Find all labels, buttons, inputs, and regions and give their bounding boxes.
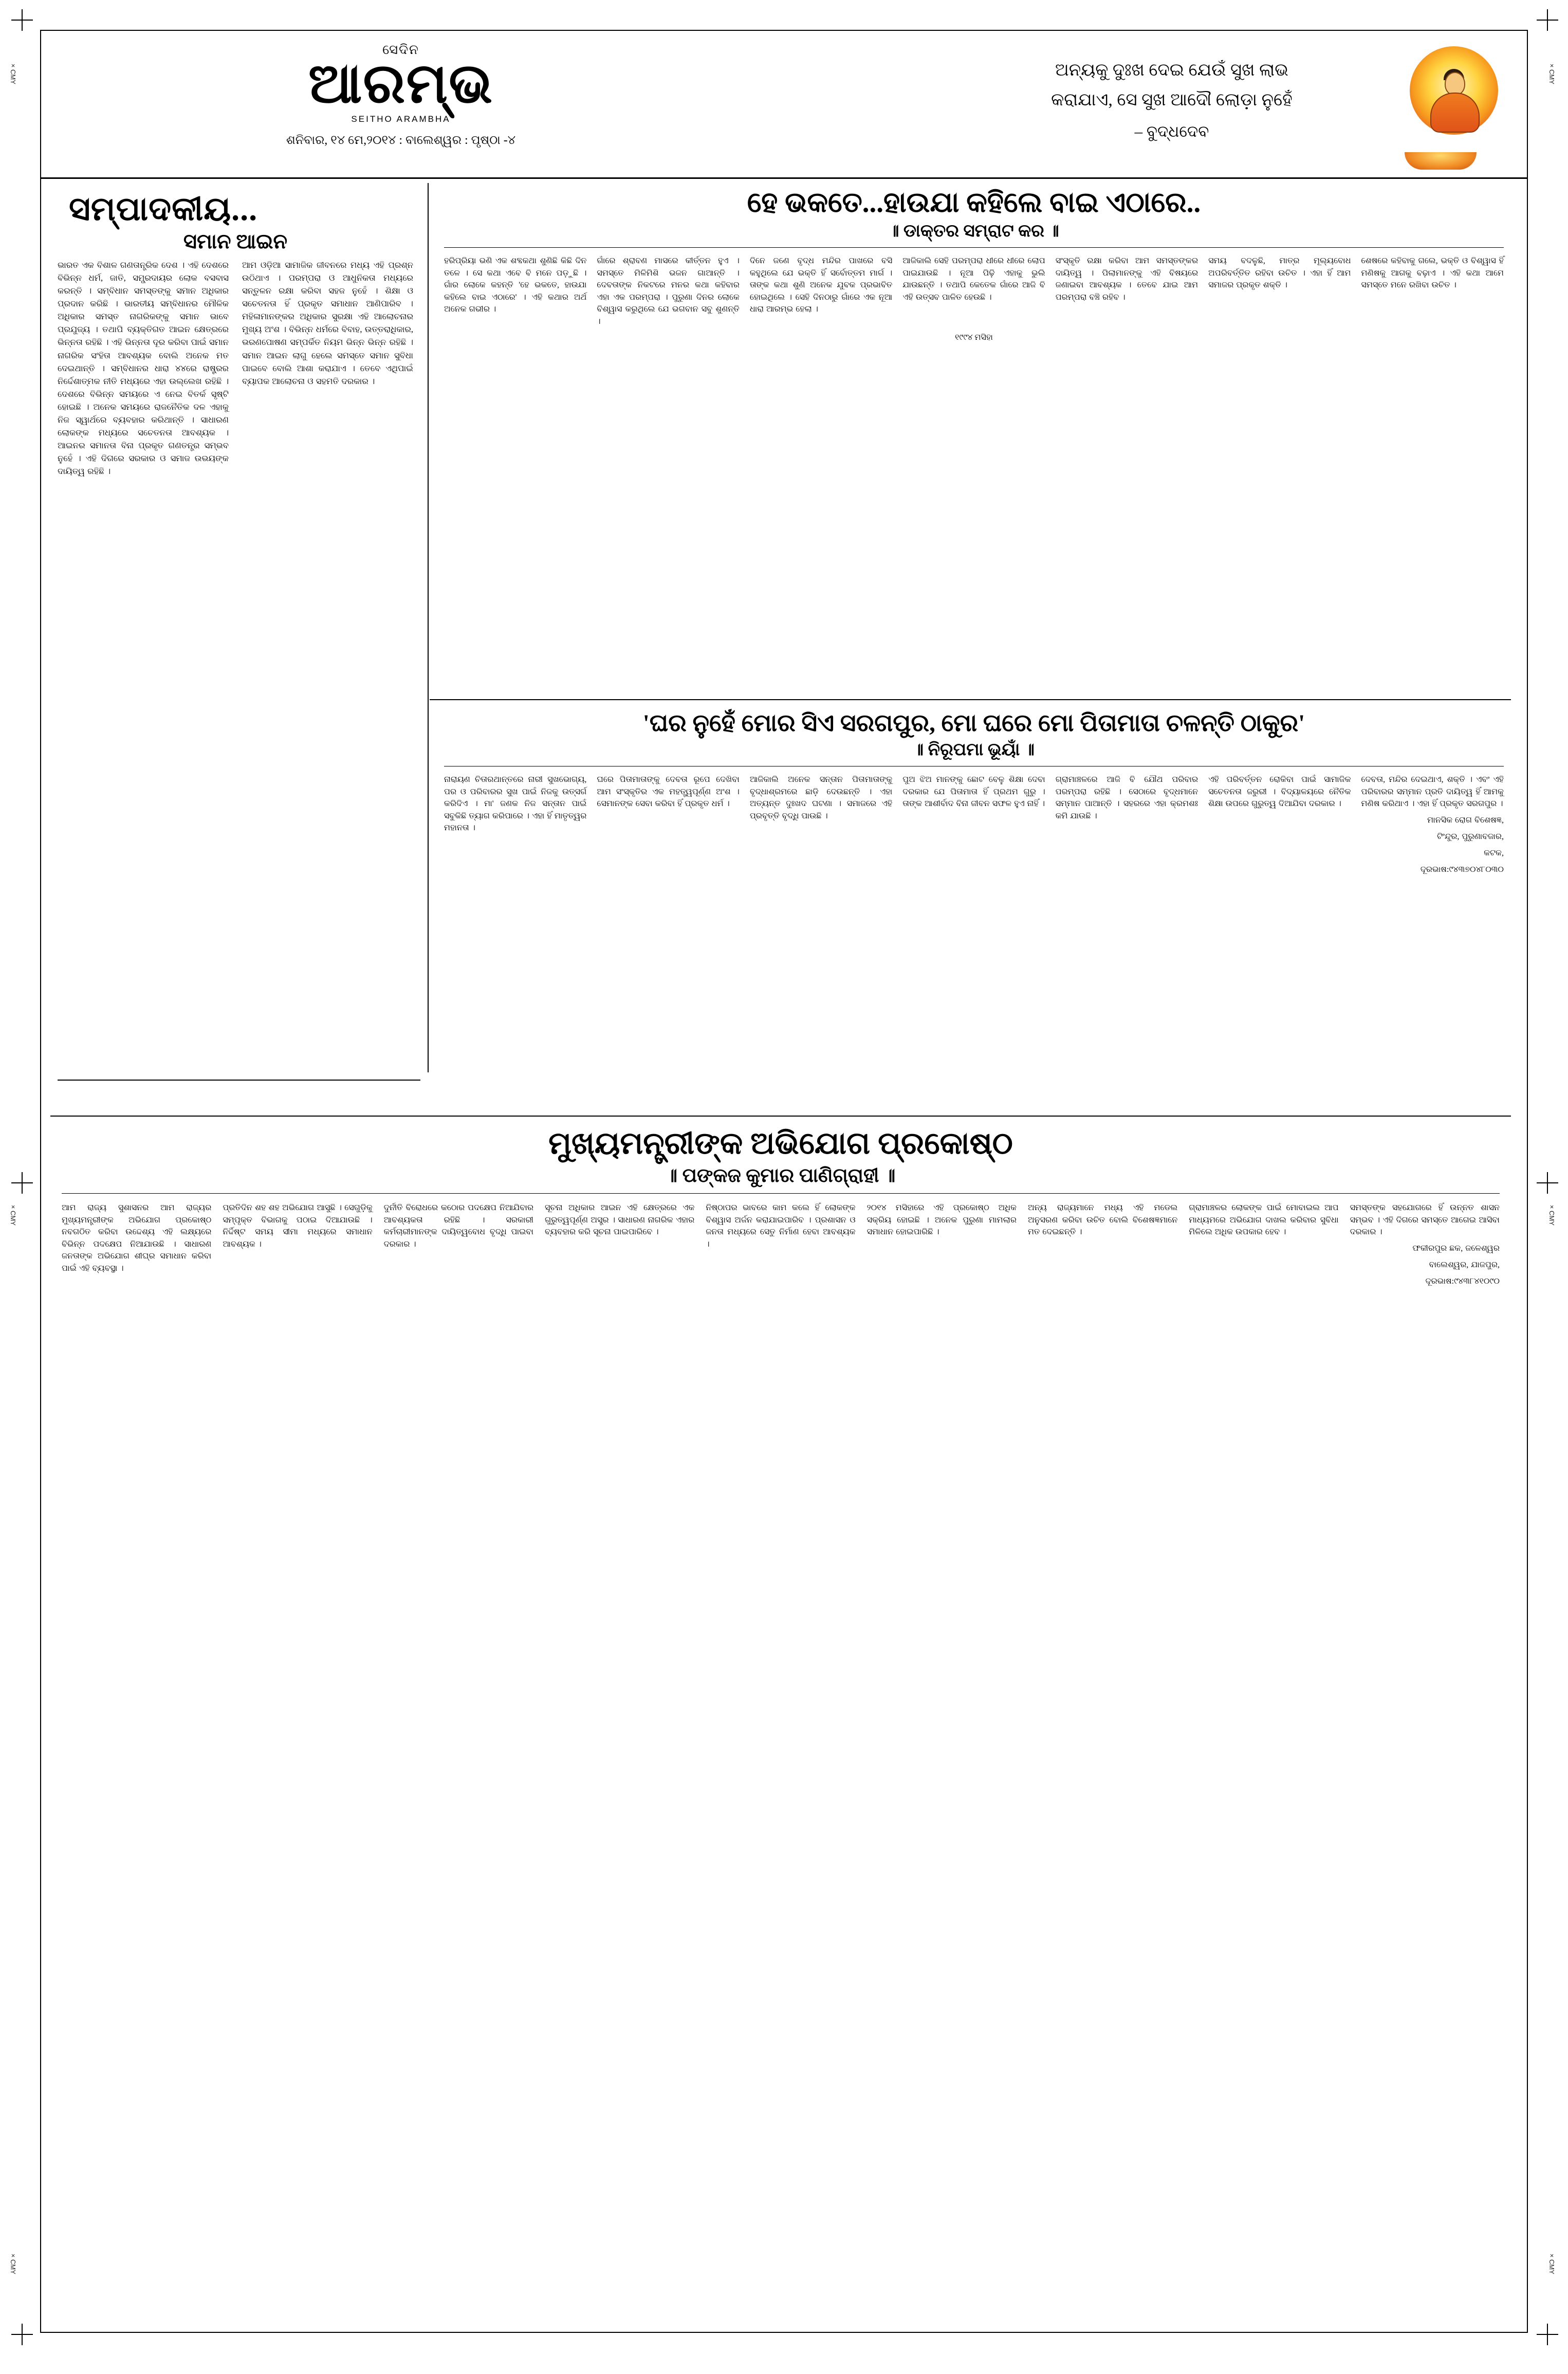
- masthead-logo: [236, 42, 565, 148]
- edge-registration-label-left-2: ×CMY: [9, 1203, 17, 1226]
- editorial-column-2: ଆମ ଓଡ଼ିଆ ସାମାଜିକ ଜୀବନରେ ମଧ୍ୟ ଏହି ପ୍ରଶ୍ନ ଉଠିଥାଏ । ପରମ୍ପରା ଓ ଆଧୁନିକତା ମଧ୍ୟରେ ସନ୍ତୁଳନ ରକ୍ଷା କରିବା ସହଜ ନୁହେଁ । ଶିକ୍ଷା ଓ ସଚେତନତା ହିଁ ପ୍ରକୃତ ସମାଧାନ ଆଣିପାରିବ । ମହିଳାମାନଙ୍କର ଅଧିକାର ସୁରକ୍ଷା ଏହି ଆଲୋଚନାର ମୁଖ୍ୟ ଅଂଶ । ବିଭିନ୍ନ ଧର୍ମରେ ବିବାହ, ଉତ୍ତରାଧିକାର, ଭରଣପୋଷଣ ସମ୍ପର୍କିତ ନିୟମ ଭିନ୍ନ ଭିନ୍ନ ରହିଛି । ସମାନ ଆଇନ ଲାଗୁ ହେଲେ ସମସ୍ତେ ସମାନ ସୁବିଧା ପାଇବେ ବୋଲି ଆଶା କରାଯାଏ । ତେବେ ଏଥିପାଇଁ ବ୍ୟାପକ ଆଲୋଚନା ଓ ସହମତି ଦରକାର ।: [242, 260, 413, 386]
- horizontal-rule-story-one: [430, 699, 1511, 700]
- masthead-title: ଆରମ୍ଭ: [308, 53, 494, 115]
- buddha-icon: [1395, 43, 1514, 165]
- story-two-sign-4: ଦୂରଭାଷ:୯୪୩୭୦୪୮୦୩୦: [1420, 865, 1504, 874]
- crop-mark-top-right: [1537, 9, 1558, 31]
- story-three-section: [50, 1121, 1511, 2324]
- story-two-sign-3: କଟକ,: [1484, 848, 1504, 857]
- story-one-columns: [444, 255, 1504, 327]
- story-one-column-1: ହରିପ୍ରିୟା ଭଣି ଏକ ଶବ୍ଦକଥା ଶୁଣିଛି କିଛି ଦିନ ତଳେ । ସେ କଥା ଏବେ ବି ମନେ ପଡ଼ୁଛି । ଗାଁର ଲୋକେ କହନ୍ତି 'ହେ ଭକତେ, ହାଉଯା କହିଲେ ବାଇ ଏଠାରେ' । ଏହି କଥାର ଅର୍ଥ ଅନେକ ଗଭୀର ।: [444, 257, 587, 314]
- story-three-column-7: ଅନ୍ୟ ରାଜ୍ୟମାନେ ମଧ୍ୟ ଏହି ମଡେଲ ଅନୁସରଣ କରିବା ଉଚିତ ବୋଲି ବିଶେଷଜ୍ଞମାନେ ମତ ଦେଇଛନ୍ତି ।: [1027, 1203, 1178, 1237]
- buddha-robe-shape: [1430, 93, 1480, 133]
- story-two-column-7-body: ଦେବତା, ମନ୍ଦିର ଦେଇଥାଏ, ଶକ୍ତି । ଏବଂ ଏହି ପରିବାରର ସମ୍ମାନ ପ୍ରତି ଦାୟିତ୍ୱ ହିଁ ଆମକୁ ମଣିଷ କରିଥାଏ । ଏହା ହିଁ ପ୍ରକୃତ ସରଗପୁର ।: [1361, 775, 1504, 809]
- story-three-column-1: ଆମ ରାଜ୍ୟ ସୁଶାସନର ଆମ ରାଜ୍ୟର ମୁଖ୍ୟମନ୍ତ୍ରୀଙ୍କ ଅଭିଯୋଗ ପ୍ରକୋଷ୍ଠ ନବଗଠିତ କରିବା ଉଦ୍ଦେଶ୍ୟ ଏହି ଲକ୍ଷ୍ୟରେ ବିଭିନ୍ନ ପଦକ୍ଷେପ ନିଆଯାଉଛି । ସାଧାରଣ ଜନତାଙ୍କ ଅଭିଯୋଗ ଶୀଘ୍ର ସମାଧାନ କରିବା ପାଇଁ ଏହି ବ୍ୟବସ୍ଥା ।: [62, 1203, 212, 1273]
- story-two-title: 'ଘର ନୁହେଁ ମୋର ସିଏ ସରଗପୁର, ମୋ ଘରେ ମୋ ପିତାମାତା ଚଳନ୍ତି ଠାକୁର': [642, 710, 1305, 737]
- story-one-column-3: ଦିନେ ଜଣେ ବୃଦ୍ଧ ମନ୍ଦିର ପାଖରେ ବସି କହୁଥିଲେ ଯେ ଭକ୍ତି ହିଁ ସର୍ବୋତ୍ତମ ମାର୍ଗ । ତାଙ୍କ କଥା ଶୁଣି ଅନେକ ଯୁବକ ପ୍ରଭାବିତ ହୋଇଥିଲେ । ସେହି ଦିନଠାରୁ ଗାଁରେ ଏକ ନୂଆ ଧାରା ଆରମ୍ଭ ହେଲା ।: [749, 257, 893, 314]
- edge-registration-label-left-3: ×CMY: [9, 2252, 17, 2274]
- editorial-columns: [58, 259, 413, 478]
- crop-mark-top-left: [11, 9, 33, 31]
- editorial-column-1: ଭାରତ ଏକ ବିଶାଳ ଗଣତାନ୍ତ୍ରିକ ଦେଶ । ଏହି ଦେଶରେ ବିଭିନ୍ନ ଧର୍ମ, ଜାତି, ସମ୍ପ୍ରଦାୟର ଲୋକ ବସବାସ କରନ୍ତି । ସମ୍ବିଧାନ ସମସ୍ତଙ୍କୁ ସମାନ ଅଧିକାର ପ୍ରଦାନ କରିଛି । ଭାରତୀୟ ସମ୍ବିଧାନର ମୌଳିକ ଅଧିକାର ସମସ୍ତ ନାଗରିକଙ୍କୁ ସମାନ ଭାବେ ପ୍ରଯୁଜ୍ୟ । ତଥାପି ବ୍ୟକ୍ତିଗତ ଆଇନ କ୍ଷେତ୍ରରେ ଭିନ୍ନତା ରହିଛି । ଏହି ଭିନ୍ନତା ଦୂର କରିବା ପାଇଁ ସମାନ ନାଗରିକ ସଂହିତା ଆବଶ୍ୟକ ବୋଲି ଅନେକ ମତ ଦେଇଥାନ୍ତି । ସମ୍ବିଧାନର ଧାରା ୪୪ରେ ରାଷ୍ଟ୍ରର ନିର୍ଦ୍ଦେଶାତ୍ମକ ନୀତି ମଧ୍ୟରେ ଏହା ଉଲ୍ଲେଖ ରହିଛି । ଦେଶରେ ବିଭିନ୍ନ ସମୟରେ ଏ ନେଇ ବିତର୍କ ସୃଷ୍ଟି ହୋଇଛି । ଅନେକ ସମୟରେ ରାଜନୈତିକ ଦଳ ଏହାକୁ ନିଜ ସ୍ୱାର୍ଥରେ ବ୍ୟବହାର କରିଥାନ୍ତି । ସାଧାରଣ ଲୋକଙ୍କ ମଧ୍ୟରେ ସଚେତନତା ଆବଶ୍ୟକ । ଆଇନର ସମାନତା ବିନା ପ୍ରକୃତ ଗଣତନ୍ତ୍ର ସମ୍ଭବ ନୁହେଁ । ଏହି ଦିଗରେ ସରକାର ଓ ସମାଜ ଉଭୟଙ୍କ ଦାୟିତ୍ୱ ରହିଛି ।: [58, 260, 229, 477]
- quote-line-2: କରାଯାଏ, ସେ ସୁଖ ଆଦୌ ଲୋଡ଼ା ନୁହେଁ: [1051, 90, 1293, 110]
- editorial-section: [50, 181, 420, 1142]
- horizontal-rule-story-two: [50, 1116, 1511, 1117]
- masthead-kicker: ସେଦିନ: [382, 42, 419, 57]
- story-three-column-9-body: ସମସ୍ତଙ୍କ ସହଯୋଗରେ ହିଁ ଉନ୍ନତ ଶାସନ ସମ୍ଭବ । ଏହି ଦିଗରେ ସମସ୍ତେ ଆଗେଇ ଆସିବା ଦରକାର ।: [1350, 1203, 1500, 1237]
- story-two-section: [437, 704, 1511, 1110]
- story-three-column-4: ସୂଚନା ଅଧିକାର ଆଇନ ଏହି କ୍ଷେତ୍ରରେ ଏକ ଗୁରୁତ୍ୱପୂର୍ଣ୍ଣ ଅସ୍ତ୍ର । ସାଧାରଣ ନାଗରିକ ଏହାର ବ୍ୟବହାର କରି ସୂଚନା ପାଇପାରିବେ ।: [544, 1203, 695, 1237]
- horizontal-rule-editorial-bottom: [58, 1080, 420, 1081]
- masthead-dateline: ଶନିବାର, ୧୪ ମେ,୨୦୧୪ : ବାଲେଶ୍ୱର : ପୃଷ୍ଠା -୪: [286, 134, 516, 148]
- story-one-byline: ॥ ଡାକ୍ତର ସମ୍ରାଟ କର ॥: [889, 222, 1059, 241]
- story-three-sign-3: ଦୂରଭାଷ:୯୪୩୮୪୧୦୯୦: [1425, 1276, 1500, 1286]
- story-three-title: ମୁଖ୍ୟମନ୍ତ୍ରୀଙ୍କ ଅଭିଯୋଗ ପ୍ରକୋଷ୍ଠ: [548, 1126, 1013, 1160]
- story-one-footer-date: ୧୯୯୪ ମସିହା: [955, 333, 993, 342]
- story-two-sign-2: ଟିଂନ୍ଦୁର, ପୁରୁଣାବଜାର,: [1436, 832, 1504, 841]
- masthead-roman-subtitle: SEITHO ARAMBHA: [351, 114, 451, 124]
- editorial-subheading: ସମାନ ଆଇନ: [183, 230, 288, 253]
- crop-mark-mid-left: [11, 1172, 33, 1194]
- story-three-sign-2: ବାଲେଶ୍ୱର, ଯାଜପୁର,: [1429, 1260, 1500, 1269]
- story-two-byline: ॥ ନିରୂପମା ଭୂୟାଁ ॥: [913, 740, 1035, 760]
- edge-registration-label-left: ×CMY: [9, 62, 17, 84]
- story-two-column-1: ନାରାୟଣ ଚିତାରଥାନ୍ତରେ ନାରୀ ସୁଖଭୋଗ୍ୟ, ପର ଓ ପରିବାରର ସୁଖ ପାଇଁ ନିଜକୁ ଉତ୍ସର୍ଗ କରିଦିଏ । ମା' ଜଣକ ନିଜ ସନ୍ତାନ ପାଇଁ ସବୁକିଛି ତ୍ୟାଗ କରିପାରେ । ଏହା ହିଁ ମାତୃତ୍ୱର ମହାନତା ।: [444, 775, 587, 833]
- story-two-column-6: ଏହି ପରିବର୍ତ୍ତନ ରୋକିବା ପାଇଁ ସାମାଜିକ ସଚେତନତା ଜରୁରୀ । ବିଦ୍ୟାଳୟରେ ନୈତିକ ଶିକ୍ଷା ଉପରେ ଗୁରୁତ୍ୱ ଦିଆଯିବା ଦରକାର ।: [1208, 775, 1351, 809]
- story-one-column-4: ଆଜିକାଲି ସେହି ପରମ୍ପରା ଧୀରେ ଧୀରେ ଲୋପ ପାଇଯାଉଛି । ନୂଆ ପିଢ଼ି ଏହାକୁ ଭୁଲି ଯାଉଛନ୍ତି । ତଥାପି କେତେକ ଗାଁରେ ଆଜି ବି ଏହି ଉତ୍ସବ ପାଳିତ ହେଉଛି ।: [902, 257, 1045, 302]
- story-three-sign-1: ଫକୀରପୁର ଛକ, ଜଳେଶ୍ୱର: [1412, 1244, 1500, 1253]
- story-three-columns: [62, 1202, 1500, 1288]
- buddha-figure: [1427, 72, 1481, 130]
- story-two-sign-1: ମାନସିକ ରୋଗ ବିଶେଷଜ୍ଞ,: [1427, 815, 1504, 825]
- story-three-column-6: ୨୦୧୪ ମସିହାରେ ଏହି ପ୍ରକୋଷ୍ଠ ଅଧିକ ସକ୍ରିୟ ହୋଇଛି । ଅନେକ ପୁରୁଣା ମାମଲାର ସମାଧାନ ହୋଇପାରିଛି ।: [866, 1203, 1017, 1237]
- vertical-rule-editorial: [428, 183, 429, 1072]
- story-two-column-4: ପୁଅ ଝିଅ ମାନଙ୍କୁ ଛୋଟ ବେଳୁ ଶିକ୍ଷା ଦେବା ଦରକାର ଯେ ପିତାମାତା ହିଁ ପ୍ରଥମ ଗୁରୁ । ତାଙ୍କ ଆଶୀର୍ବାଦ ବିନା ଜୀବନ ସଫଳ ହୁଏ ନାହିଁ ।: [902, 775, 1045, 809]
- story-one-column-2: ଗାଁରେ ଶ୍ରାବଣ ମାସରେ କୀର୍ତ୍ତନ ହୁଏ । ସମସ୍ତେ ମିଳିମିଶି ଭଜନ ଗାଆନ୍ତି । ଦେବତାଙ୍କ ନିକଟରେ ମନର କଥା କହିବାର ଏହା ଏକ ପରମ୍ପରା । ପୁରୁଣା ଦିନର ଲୋକେ ବିଶ୍ୱାସ କରୁଥିଲେ ଯେ ଭଗବାନ ସବୁ ଶୁଣନ୍ତି ।: [597, 257, 740, 326]
- story-one-column-7: ଶେଷରେ କହିବାକୁ ଗଲେ, ଭକ୍ତି ଓ ବିଶ୍ୱାସ ହିଁ ମଣିଷକୁ ଆଗକୁ ବଢ଼ାଏ । ଏହି କଥା ଆମେ ସମସ୍ତେ ମନେ ରଖିବା ଉଚିତ ।: [1361, 257, 1504, 290]
- story-three-byline: ॥ ପଙ୍କଜ କୁମାର ପାଣିଗ୍ରାହୀ ॥: [666, 1165, 896, 1186]
- story-one-column-6: ସମୟ ବଦଳୁଛି, ମାତ୍ର ମୂଲ୍ୟବୋଧ ଅପରିବର୍ତ୍ତିତ ରହିବା ଉଚିତ । ଏହା ହିଁ ଆମ ସମାଜର ପ୍ରକୃତ ଶକ୍ତି ।: [1208, 257, 1351, 290]
- story-two-column-5: ଗ୍ରାମାଞ୍ଚଳରେ ଆଜି ବି ଯୌଥ ପରିବାର ପରମ୍ପରା ରହିଛି । ସେଠାରେ ବୃଦ୍ଧମାନେ ସମ୍ମାନ ପାଆନ୍ତି । ସହରରେ ଏହା କ୍ରମଶଃ କମି ଯାଉଛି ।: [1055, 775, 1198, 820]
- masthead-quote: [925, 56, 1418, 145]
- story-three-column-8: ଗ୍ରାମାଞ୍ଚଳର ଲୋକଙ୍କ ପାଇଁ ମୋବାଇଲ ଆପ ମାଧ୍ୟମରେ ଅଭିଯୋଗ ଦାଖଲ କରିବାର ସୁବିଧା ମିଳିଲେ ଅଧିକ ଉପକାର ହେବ ।: [1189, 1203, 1339, 1237]
- edge-registration-label-right-2: ×CMY: [1548, 1203, 1556, 1226]
- quote-attribution: – ବୁଦ୍ଧଦେବ: [1134, 122, 1209, 140]
- story-three-column-3: ଦୁର୍ନୀତି ବିରୋଧରେ କଠୋର ପଦକ୍ଷେପ ନିଆଯିବାର ଆବଶ୍ୟକତା ରହିଛି । ସରକାରୀ କର୍ମଚାରୀମାନଙ୍କ ଦାୟିତ୍ୱବୋଧ ବୃଦ୍ଧି ପାଇବା ଦରକାର ।: [383, 1203, 533, 1249]
- editorial-heading: ସମ୍ପାଦକୀୟ...: [69, 191, 258, 227]
- page-frame: [40, 30, 1528, 2333]
- story-two-column-7: [1361, 774, 1504, 876]
- story-one-rule: [444, 247, 1504, 248]
- crop-mark-bottom-right: [1537, 2324, 1558, 2345]
- crop-mark-mid-right: [1537, 1172, 1558, 1194]
- edge-registration-label-right-3: ×CMY: [1548, 2252, 1556, 2274]
- edge-registration-label-right: ×CMY: [1548, 62, 1556, 84]
- story-two-columns: [444, 774, 1504, 876]
- story-one-column-5: ସଂସ୍କୃତି ରକ୍ଷା କରିବା ଆମ ସମସ୍ତଙ୍କର ଦାୟିତ୍ୱ । ପିଲାମାନଙ୍କୁ ଏହି ବିଷୟରେ ଜଣାଇବା ଆବଶ୍ୟକ । ତେବେ ଯାଇ ଆମ ପରମ୍ପରା ବଞ୍ଚି ରହିବ ।: [1055, 257, 1198, 302]
- story-two-column-2: ଘରେ ପିତାମାତାଙ୍କୁ ଦେବତା ରୂପେ ଦେଖିବା ଆମ ସଂସ୍କୃତିର ଏକ ମହତ୍ତ୍ୱପୂର୍ଣ୍ଣ ଅଂଶ । ସେମାନଙ୍କ ସେବା କରିବା ହିଁ ପ୍ରକୃତ ଧର୍ମ ।: [597, 775, 740, 809]
- story-two-column-3: ଆଜିକାଲି ଅନେକ ସନ୍ତାନ ପିତାମାତାଙ୍କୁ ବୃଦ୍ଧାଶ୍ରମରେ ଛାଡ଼ି ଦେଉଛନ୍ତି । ଏହା ଅତ୍ୟନ୍ତ ଦୁଃଖଦ ଘଟଣା । ସମାଜରେ ଏହି ପ୍ରବୃତ୍ତି ବୃଦ୍ଧି ପାଉଛି ।: [749, 775, 893, 820]
- story-three-column-2: ପ୍ରତିଦିନ ଶହ ଶହ ଅଭିଯୋଗ ଆସୁଛି । ସେଗୁଡ଼ିକୁ ସମ୍ପୃକ୍ତ ବିଭାଗକୁ ପଠାଇ ଦିଆଯାଉଛି । ନିର୍ଦ୍ଦିଷ୍ଟ ସମୟ ସୀମା ମଧ୍ୟରେ ସମାଧାନ ଆବଶ୍ୟକ ।: [223, 1203, 373, 1249]
- lotus-shape: [1405, 152, 1477, 170]
- story-one-title: ହେ ଭକତେ...ହାଉଯା କହିଲେ ବାଇ ଏଠାରେ..: [747, 187, 1201, 218]
- story-three-rule: [62, 1193, 1500, 1194]
- crop-mark-bottom-left: [11, 2324, 33, 2345]
- quote-line-1: ଅନ୍ୟକୁ ଦୁଃଖ ଦେଇ ଯେଉଁ ସୁଖ ଲାଭ: [1055, 61, 1289, 80]
- story-three-column-5: ନିଷ୍ଠାପର ଭାବରେ କାମ କଲେ ହିଁ ଲୋକଙ୍କ ବିଶ୍ୱାସ ଅର୍ଜନ କରାଯାଇପାରିବ । ପ୍ରଶାସନ ଓ ଜନତା ମଧ୍ୟରେ ସେତୁ ନିର୍ମାଣ ହେବା ଆବଶ୍ୟକ ।: [706, 1203, 856, 1249]
- masthead: [41, 31, 1527, 179]
- story-three-column-9: [1350, 1202, 1500, 1288]
